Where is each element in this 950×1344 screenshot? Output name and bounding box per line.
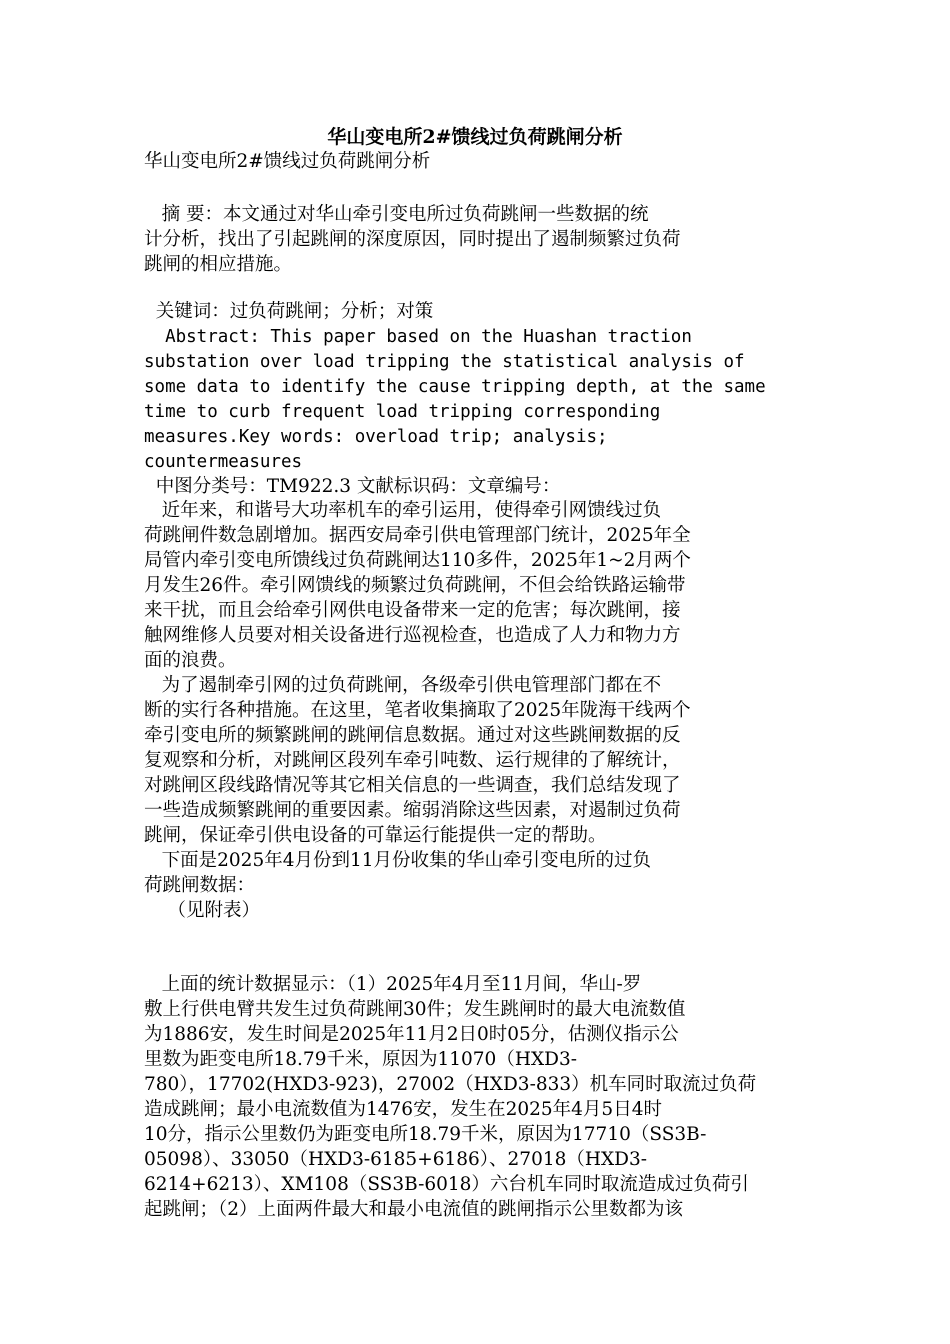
document-title: 华山变电所2#馈线过负荷跳闸分析 — [327, 126, 623, 148]
abstract-en-line: Abstract: This paper based on the Huashan traction — [144, 327, 692, 347]
paragraph-line: 一些造成频繁跳闸的重要因素。缩弱消除这些因素，对遏制过负荷 — [144, 800, 681, 821]
appendix-note: （见附表） — [144, 900, 261, 921]
abstract-en-line: measures.Key words: overload trip; analysis; — [144, 427, 608, 447]
paragraph-line: 荷跳闸件数急剧增加。据西安局牵引供电管理部门统计，2025年全 — [144, 525, 691, 546]
paragraph-line: 里数为距变电所18.79千米，原因为11070（HXD3- — [144, 1049, 577, 1070]
paragraph-line: 6214+6213）、XM108（SS3B-6018）六台机车同时取流造成过负荷引 — [144, 1174, 749, 1195]
paragraph-line: 荷跳闸数据： — [144, 875, 256, 896]
paragraph-line: 为1886安，发生时间是2025年11月2日0时05分，估测仪指示公 — [144, 1024, 679, 1045]
paragraph-line: 面的浪费。 — [144, 650, 237, 671]
paragraph-line: 10分，指示公里数仍为距变电所18.79千米，原因为17710（SS3B- — [144, 1124, 707, 1145]
paragraph-line: 对跳闸区段线路情况等其它相关信息的一些调查，我们总结发现了 — [144, 775, 681, 796]
paragraph-line: 牵引变电所的频繁跳闸的跳闸信息数据。通过对这些跳闸数据的反 — [144, 725, 681, 746]
abstract-cn-line: 计分析，找出了引起跳闸的深度原因，同时提出了遏制频繁过负荷 — [144, 229, 681, 250]
abstract-cn-line: 摘 要：本文通过对华山牵引变电所过负荷跳闸一些数据的统 — [144, 204, 649, 225]
paragraph-line: 下面是2025年4月份到11月份收集的华山牵引变电所的过负 — [144, 850, 652, 871]
paragraph-line: 跳闸，保证牵引供电设备的可靠运行能提供一定的帮助。 — [144, 825, 607, 846]
paragraph-line: 敷上行供电臂共发生过负荷跳闸30件；发生跳闸时的最大电流数值 — [144, 999, 686, 1020]
classification-line: 中图分类号：TM922.3 文献标识码：文章编号： — [144, 476, 561, 497]
paragraph-line: 来干扰，而且会给牵引网供电设备带来一定的危害；每次跳闸，接 — [144, 600, 681, 621]
paragraph-line: 复观察和分析，对跳闸区段列车牵引吨数、运行规律的了解统计， — [144, 750, 681, 771]
paragraph-line: 05098）、33050（HXD3-6185+6186）、27018（HXD3- — [144, 1149, 648, 1170]
abstract-en-line: countermeasures — [144, 452, 303, 472]
abstract-en-line: some data to identify the cause tripping depth, at the same — [144, 377, 766, 397]
paragraph-line: 上面的统计数据显示：（1）2025年4月至11月间，华山-罗 — [144, 974, 642, 995]
paragraph-line: 断的实行各种措施。在这里，笔者收集摘取了2025年陇海干线两个 — [144, 700, 691, 721]
paragraph-line: 为了遏制牵引网的过负荷跳闸，各级牵引供电管理部门都在不 — [144, 675, 662, 696]
paragraph-line: 月发生26件。牵引网馈线的频繁过负荷跳闸，不但会给铁路运输带 — [144, 575, 686, 596]
paragraph-line: 局管内牵引变电所馈线过负荷跳闸达110多件，2025年1~2月两个 — [144, 550, 691, 571]
abstract-en-line: substation over load tripping the statistical analysis of — [144, 352, 745, 372]
paragraph-line: 近年来，和谐号大功率机车的牵引运用，使得牵引网馈线过负 — [144, 500, 662, 521]
paragraph-line: 造成跳闸；最小电流数值为1476安，发生在2025年4月5日4时 — [144, 1099, 662, 1120]
abstract-en-line: time to curb frequent load tripping corresponding — [144, 402, 661, 422]
keywords-line: 关键词：过负荷跳闸；分析；对策 — [144, 301, 434, 322]
paragraph-line: 起跳闸；（2）上面两件最大和最小电流值的跳闸指示公里数都为该 — [144, 1199, 684, 1220]
paragraph-line: 780），17702(HXD3-923)，27002（HXD3-833）机车同时取流过负荷 — [144, 1074, 757, 1095]
document-subtitle: 华山变电所2#馈线过负荷跳闸分析 — [144, 151, 431, 172]
abstract-cn-line: 跳闸的相应措施。 — [144, 254, 293, 275]
paragraph-line: 触网维修人员要对相关设备进行巡视检查，也造成了人力和物力方 — [144, 625, 681, 646]
